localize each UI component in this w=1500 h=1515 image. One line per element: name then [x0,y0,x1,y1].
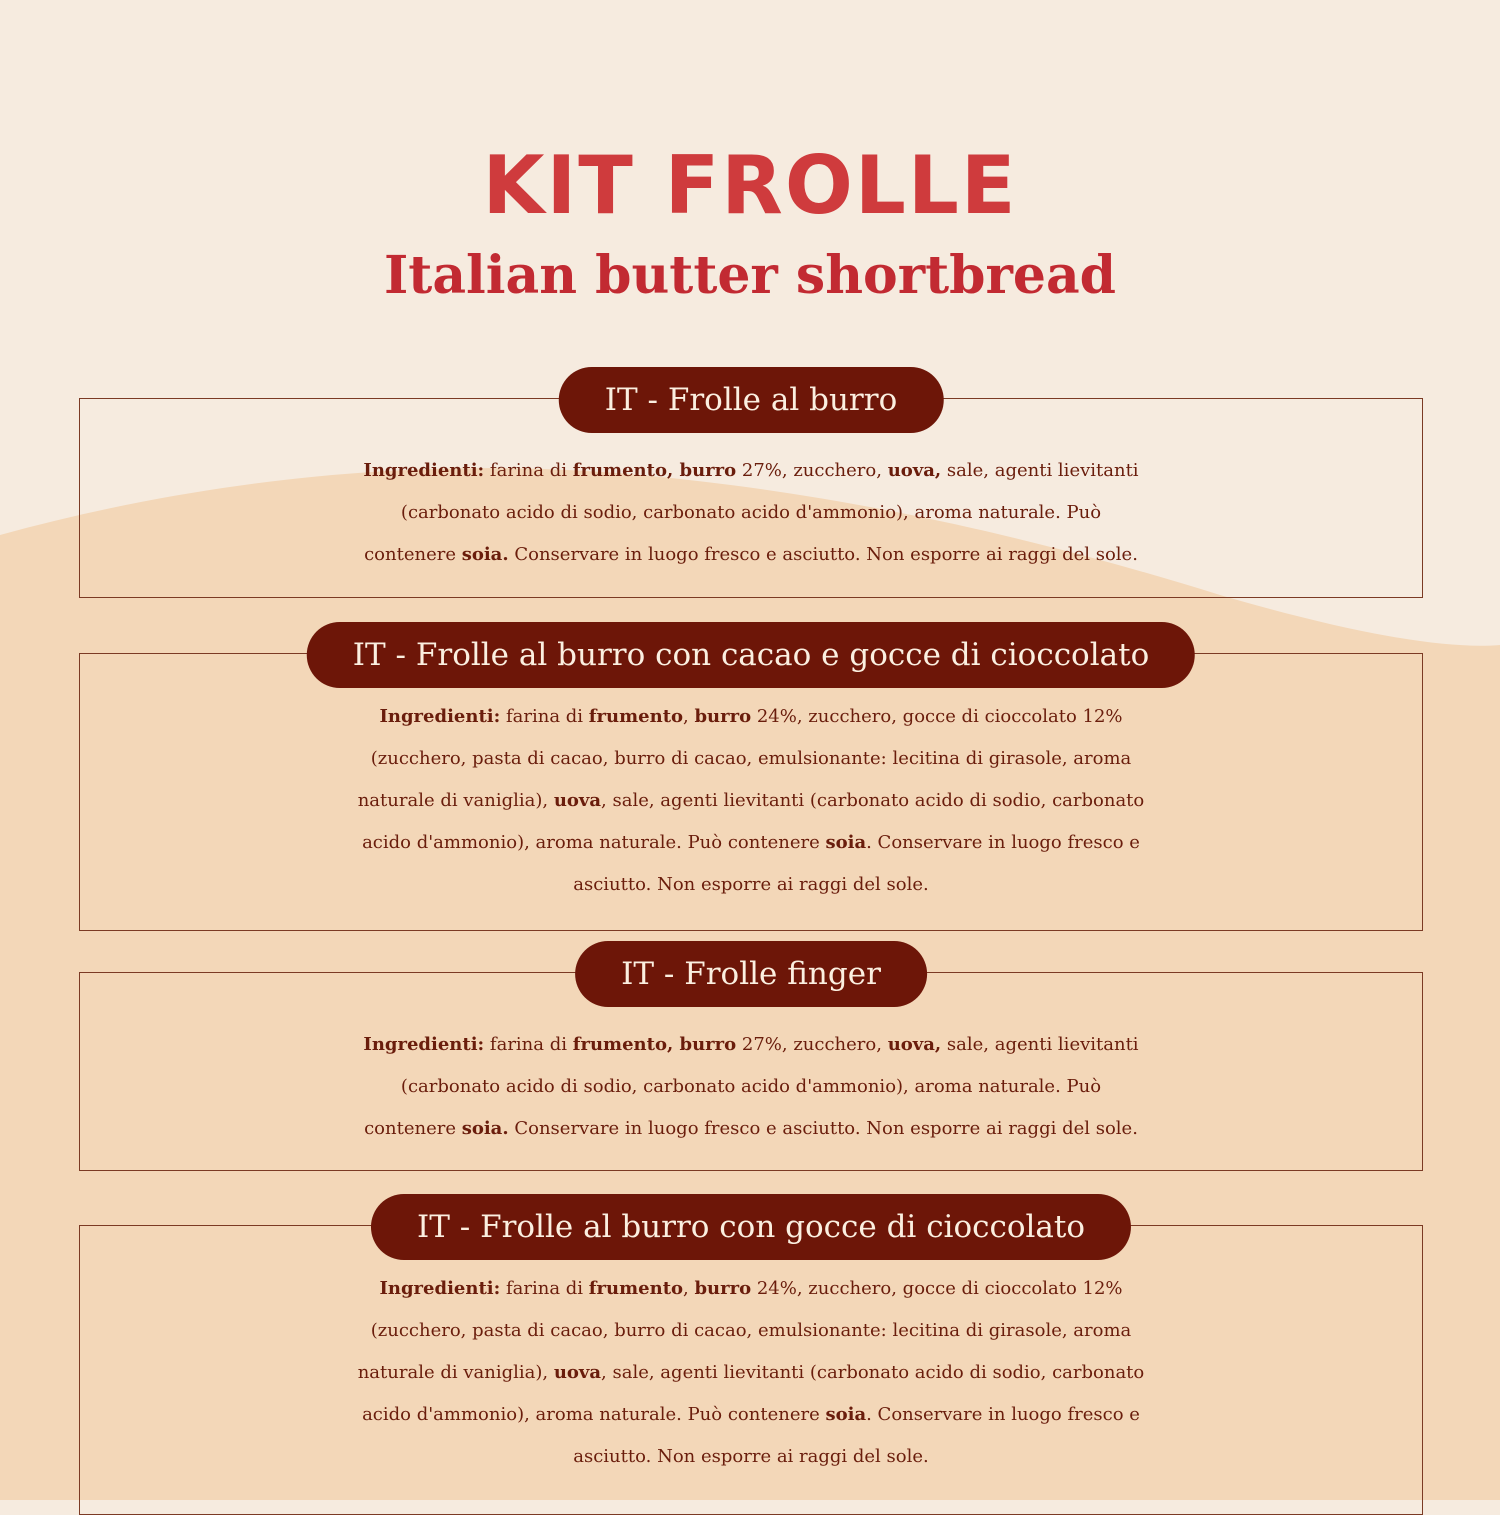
ingredients-text [80,1268,1422,1478]
ingredients-section-frolle-al-burro [79,382,1423,598]
ingredients-text [80,696,1422,906]
text-line: asciutto. Non esporre ai raggi del sole. [573,874,929,895]
text-line: Ingredienti: farina di frumento, burro 27%, zucchero, uova, sale, agenti lievitanti [363,1034,1139,1055]
text-line: (zucchero, pasta di cacao, burro di cacao, emulsionante: lecitina di girasole, aroma [370,748,1132,769]
text-line: Ingredienti: farina di frumento, burro 27%, zucchero, uova, sale, agenti lievitanti [363,460,1139,481]
text-line: Ingredienti: farina di frumento, burro 24%, zucchero, gocce di cioccolato 12% [379,706,1123,727]
section-heading-pill: IT - Frolle al burro con gocce di cioccolato [371,1194,1131,1260]
section-heading-pill: IT - Frolle al burro con cacao e gocce di cioccolato [307,622,1195,688]
page-subtitle: Italian butter shortbread [383,245,1116,306]
ingredients-section-frolle-cacao-gocce [79,637,1423,931]
text-line: contenere soia. Conservare in luogo fresco e asciutto. Non esporre ai raggi del sole. [364,1118,1138,1139]
text-line: (carbonato acido di sodio, carbonato acido d'ammonio), aroma naturale. Può [400,1076,1102,1097]
text-line: Ingredienti: farina di frumento, burro 24%, zucchero, gocce di cioccolato 12% [379,1278,1123,1299]
section-heading-pill: IT - Frolle al burro [559,367,944,433]
ingredients-section-frolle-gocce [79,1209,1423,1515]
text-line: contenere soia. Conservare in luogo fresco e asciutto. Non esporre ai raggi del sole. [364,544,1138,565]
text-line: acido d'ammonio), aroma naturale. Può contenere soia. Conservare in luogo fresco e [362,832,1140,853]
text-line: asciutto. Non esporre ai raggi del sole. [573,1446,929,1467]
ingredients-section-frolle-finger [79,956,1423,1171]
text-line: naturale di vaniglia), uova, sale, agenti lievitanti (carbonato acido di sodio, carbonato [357,790,1145,811]
text-line: acido d'ammonio), aroma naturale. Può contenere soia. Conservare in luogo fresco e [362,1404,1140,1425]
text-line: naturale di vaniglia), uova, sale, agenti lievitanti (carbonato acido di sodio, carbonato [357,1362,1145,1383]
text-line: (carbonato acido di sodio, carbonato acido d'ammonio), aroma naturale. Può [400,502,1102,523]
section-heading-pill: IT - Frolle finger [575,941,927,1007]
ingredients-text [80,1024,1422,1150]
text-line: (zucchero, pasta di cacao, burro di cacao, emulsionante: lecitina di girasole, aroma [370,1320,1132,1341]
ingredients-text [80,450,1422,576]
header [0,138,1500,308]
page-title: KIT FROLLE [482,139,1018,232]
